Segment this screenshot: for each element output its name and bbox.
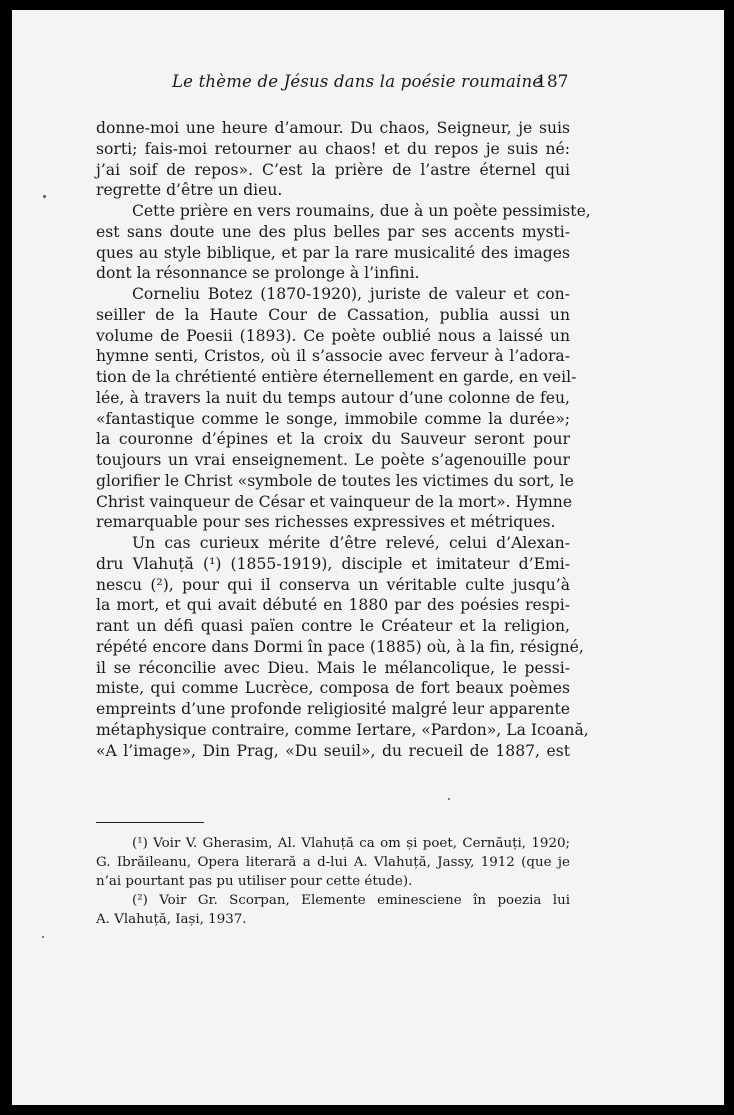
page-number: 187 [536, 72, 569, 92]
text-line: dru Vlahuță (¹) (1855-1919), disciple et imitateur d’Emi- [96, 554, 570, 573]
footnotes [96, 834, 570, 929]
text-line: répété encore dans Dormi în pace (1885) où, à la fin, résigné, [96, 637, 584, 656]
text-line: métaphysique contraire, comme Iertare, «Pardon», La Icoană, [96, 720, 589, 739]
footnote-line: A. Vlahuță, Iași, 1937. [96, 912, 247, 927]
footnote-line: (²) Voir Gr. Scorpan, Elemente eminesciene în poezia lui [132, 893, 570, 908]
text-line: empreints d’une profonde religiosité malgré leur apparente [96, 700, 570, 718]
text-line: la mort, et qui avait débuté en 1880 par des poésies respi- [96, 596, 570, 615]
text-line: remarquable pour ses richesses expressives et métriques. [96, 513, 556, 532]
scan-speck [42, 936, 44, 938]
text-line: dont la résonnance se prolonge à l’infini. [96, 264, 420, 283]
footnote-line: n’ai pourtant pas pu utiliser pour cette étude). [96, 874, 413, 889]
text-line: glorifier le Christ «symbole de toutes les victimes du sort, le [96, 471, 574, 490]
text-line: toujours un vrai enseignement. Le poète s’agenouille pour [96, 451, 570, 469]
book-page [12, 10, 724, 1105]
text-line: donne-moi une heure d’amour. Du chaos, Seigneur, je suis [96, 119, 570, 137]
footnote-line: G. Ibrăileanu, Opera literară a d-lui A. Vlahuță, Jassy, 1912 (que je [96, 855, 570, 870]
text-line: Cette prière en vers roumains, due à un poète pessimiste, [132, 202, 591, 220]
text-line: est sans doute une des plus belles par ses accents mysti- [96, 222, 570, 241]
text-line: regrette d’être un dieu. [96, 181, 283, 200]
text-line: miste, qui comme Lucrèce, composa de fort beaux poèmes [96, 679, 570, 698]
text-line: «fantastique comme le songe, immobile comme la durée»; [96, 409, 570, 428]
scan-speck [43, 195, 46, 198]
text-line: rant un défi quasi païen contre le Créateur et la religion, [96, 617, 570, 635]
text-line: «A l’image», Din Prag, «Du seuil», du recueil de 1887, est [96, 741, 570, 760]
text-line: volume de Poesii (1893). Ce poète oublié nous a laissé un [96, 326, 570, 345]
text-line: Corneliu Botez (1870-1920), juriste de valeur et con- [132, 285, 570, 303]
text-line: Un cas curieux mérite d’être relevé, celui d’Alexan- [132, 534, 570, 552]
text-line: hymne senti, Cristos, où il s’associe avec ferveur à l’adora- [96, 347, 570, 366]
text-line: sorti; fais-moi retourner au chaos! et du repos je suis né: [96, 139, 570, 158]
text-line: nescu (²), pour qui il conserva un véritable culte jusqu’à [96, 575, 570, 594]
running-head [12, 72, 724, 96]
text-line: tion de la chrétienté entière éternellement en garde, en veil- [96, 368, 577, 386]
body-text [96, 118, 591, 761]
text-line: la couronne d’épines et la croix du Sauveur seront pour [96, 430, 570, 449]
text-line: il se réconcilie avec Dieu. Mais le mélancolique, le pessi- [96, 658, 570, 677]
text-line: lée, à travers la nuit du temps autour d’une colonne de feu, [96, 388, 570, 407]
text-line: j’ai soif de repos». C’est la prière de l’astre éternel qui [96, 160, 570, 179]
text-line: ques au style biblique, et par la rare musicalité des images [96, 243, 570, 262]
text-line: Christ vainqueur de César et vainqueur de la mort». Hymne [96, 492, 573, 511]
running-head-title: Le thème de Jésus dans la poésie roumaine [172, 72, 543, 91]
footnote-rule [96, 822, 204, 823]
scan-speck [448, 798, 450, 800]
footnote-line: (¹) Voir V. Gherasim, Al. Vlahuță ca om și poet, Cernăuți, 1920; [132, 836, 570, 851]
text-line: seiller de la Haute Cour de Cassation, publia aussi un [96, 305, 570, 324]
